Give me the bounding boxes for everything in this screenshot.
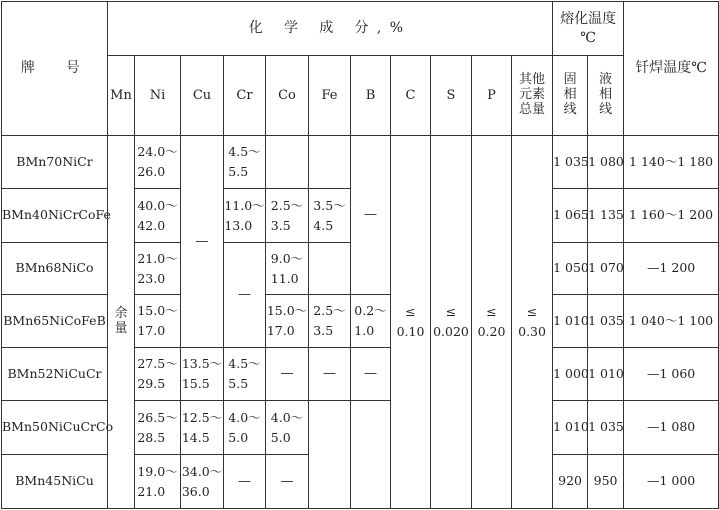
range-line: ≤ <box>405 304 416 319</box>
range-line: 23.0 <box>137 270 166 286</box>
range-line: 5.5 <box>228 376 249 391</box>
cu-cell: — <box>181 136 224 348</box>
solidus-cell: 920 <box>553 455 588 509</box>
c-cell <box>391 136 431 509</box>
header-b: B <box>351 56 391 136</box>
fe-cell <box>309 401 351 509</box>
cr-cell <box>224 401 266 455</box>
ni-cell <box>135 348 181 401</box>
range-line: 40.0～ <box>137 197 178 213</box>
co-cell <box>266 401 309 455</box>
ni-cell <box>135 136 181 189</box>
range-line: 5.0 <box>228 429 249 445</box>
ni-cell <box>135 189 181 243</box>
range-line: 34.0～ <box>181 463 223 479</box>
ni-cell <box>135 295 181 348</box>
solidus-cell: 1 000 <box>553 348 588 401</box>
range-value <box>518 302 546 342</box>
liquidus-cell: 1 080 <box>588 136 624 189</box>
brazing-cell: —1 200 <box>624 243 719 295</box>
other-cell <box>512 136 553 509</box>
range-line: 2.5～ <box>313 303 346 318</box>
brazing-cell: —1 000 <box>624 455 719 509</box>
cr-cell <box>224 348 266 401</box>
cr-cell: — <box>224 243 266 348</box>
ni-cell <box>135 401 181 455</box>
range-line: 13.5～ <box>181 356 223 371</box>
range-value <box>224 196 264 236</box>
header-mn: Mn <box>108 56 135 136</box>
header-liquidus: 液 相 线 <box>588 56 624 136</box>
grade-cell: BMn70NiCr <box>2 136 108 189</box>
range-line: 4.5 <box>313 217 334 233</box>
range-line: 17.0 <box>266 323 295 338</box>
range-line: 0.020 <box>433 324 469 339</box>
cu-cell <box>181 455 224 509</box>
range-line: ≤ <box>445 304 457 319</box>
mn-balance-cell: 余 量 <box>108 136 135 509</box>
range-line: 5.5 <box>228 164 249 179</box>
range-value <box>271 196 303 236</box>
header-row-2 <box>2 56 719 136</box>
range-line: 15.0～ <box>266 303 308 318</box>
range-line: 4.5～ <box>228 356 261 371</box>
range-line: 17.0 <box>137 323 166 338</box>
range-line: 42.0 <box>137 217 166 233</box>
range-line: 19.0～ <box>137 463 178 479</box>
b-cell: — <box>351 348 391 401</box>
range-value <box>137 142 177 182</box>
range-value <box>228 354 260 394</box>
range-line: 4.0～ <box>270 409 304 425</box>
range-line: 21.0 <box>137 483 166 499</box>
liquidus-cell: 1 135 <box>588 189 624 243</box>
co-cell: — <box>266 455 309 509</box>
range-value <box>433 302 469 342</box>
solidus-cell: 1 050 <box>553 243 588 295</box>
range-line: 9.0～ <box>270 250 304 266</box>
solidus-cell: 1 010 <box>553 401 588 455</box>
range-value <box>313 196 345 236</box>
fe-cell: — <box>309 348 351 401</box>
fe-cell <box>309 243 351 295</box>
grade-cell: BMn45NiCu <box>2 455 108 509</box>
liquidus-cell: 1 035 <box>588 401 624 455</box>
range-line: 1.0 <box>354 323 375 338</box>
b-cell <box>351 295 391 348</box>
range-line: 5.0 <box>270 429 291 445</box>
table-row <box>2 136 719 189</box>
cr-cell <box>224 189 266 243</box>
header-p: P <box>472 56 512 136</box>
solidus-cell: 1 010 <box>553 295 588 348</box>
range-value <box>182 408 222 448</box>
grade-cell: BMn65NiCoFeB <box>2 295 108 348</box>
header-brazing-temp: 钎焊温度℃ <box>624 2 719 136</box>
range-line: 28.5 <box>137 429 166 445</box>
range-value <box>354 301 386 341</box>
range-line: 24.0～ <box>137 144 178 159</box>
solidus-cell: 1 065 <box>553 189 588 243</box>
range-line: 27.5～ <box>137 356 178 371</box>
cu-cell <box>181 401 224 455</box>
brazing-cell: —1 080 <box>624 401 719 455</box>
range-value <box>271 249 303 289</box>
co-cell <box>266 295 309 348</box>
range-value <box>137 408 177 448</box>
range-line: 0.10 <box>396 324 425 339</box>
alloy-composition-table <box>1 1 719 509</box>
range-value <box>313 301 345 341</box>
header-cu: Cu <box>181 56 224 136</box>
header-c: C <box>391 56 431 136</box>
range-line: ≤ <box>486 304 497 319</box>
ni-cell <box>135 243 181 295</box>
co-cell <box>266 189 309 243</box>
p-cell <box>472 136 512 509</box>
range-line: 3.5～ <box>313 197 346 213</box>
fe-cell <box>309 136 351 189</box>
grade-cell: BMn52NiCuCr <box>2 348 108 401</box>
liquidus-cell: 1 070 <box>588 243 624 295</box>
range-value <box>137 249 177 289</box>
range-line: 26.0 <box>137 164 166 179</box>
range-value <box>478 302 506 342</box>
co-cell <box>266 136 309 189</box>
header-cr: Cr <box>224 56 266 136</box>
b-cell <box>351 401 391 509</box>
ni-cell <box>135 455 181 509</box>
fe-cell <box>309 189 351 243</box>
fe-cell <box>309 295 351 348</box>
header-other-elements: 其他 元素 总量 <box>512 56 553 136</box>
b-cell: — <box>351 136 391 295</box>
header-composition: 化 学 成 分,% <box>108 2 553 56</box>
header-ni: Ni <box>135 56 181 136</box>
range-value <box>267 301 307 341</box>
liquidus-cell: 1 035 <box>588 295 624 348</box>
grade-cell: BMn40NiCrCoFe <box>2 189 108 243</box>
range-value <box>397 302 425 342</box>
range-line: 12.5～ <box>181 409 223 425</box>
brazing-cell: 1 160～1 200 <box>624 189 719 243</box>
header-melting-temp: 熔化温度 ℃ <box>553 2 624 56</box>
liquidus-cell: 950 <box>588 455 624 509</box>
range-line: 0.30 <box>518 324 546 339</box>
header-solidus: 固 相 线 <box>553 56 588 136</box>
range-value <box>182 354 222 394</box>
co-cell <box>266 243 309 295</box>
liquidus-cell: 1 010 <box>588 348 624 401</box>
range-line: 3.5 <box>270 217 291 233</box>
range-line: 26.5～ <box>137 409 178 425</box>
range-line: 36.0 <box>181 483 210 499</box>
range-line: 0.2～ <box>354 303 387 318</box>
grade-cell: BMn68NiCo <box>2 243 108 295</box>
range-line: 11.0～ <box>224 197 265 213</box>
cr-cell <box>224 136 266 189</box>
range-line: 0.20 <box>477 324 506 339</box>
range-line: ≤ <box>526 304 538 319</box>
range-line: 15.0～ <box>137 303 178 318</box>
co-cell: — <box>266 348 309 401</box>
range-line: 29.5 <box>137 376 166 391</box>
brazing-cell: —1 060 <box>624 348 719 401</box>
header-grade: 牌 号 <box>2 2 108 136</box>
cu-cell <box>181 348 224 401</box>
range-value <box>137 354 177 394</box>
range-value <box>271 408 303 448</box>
header-row-1 <box>2 2 719 56</box>
header-fe: Fe <box>309 56 351 136</box>
range-value <box>137 301 177 341</box>
range-line: 4.0～ <box>228 409 261 425</box>
header-s: S <box>431 56 472 136</box>
range-line: 21.0～ <box>137 250 178 266</box>
range-line: 3.5 <box>313 323 334 338</box>
range-value <box>137 196 177 236</box>
range-line: 4.5～ <box>228 144 261 159</box>
range-value <box>137 462 177 502</box>
range-line: 2.5～ <box>270 197 304 213</box>
range-line: 11.0 <box>270 270 299 286</box>
range-value <box>228 142 260 182</box>
range-line: 15.5 <box>181 376 210 391</box>
s-cell <box>431 136 472 509</box>
range-value <box>182 462 222 502</box>
solidus-cell: 1 035 <box>553 136 588 189</box>
range-value <box>228 408 260 448</box>
grade-cell: BMn50NiCuCrCo <box>2 401 108 455</box>
brazing-cell: 1 140～1 180 <box>624 136 719 189</box>
range-line: 13.0 <box>224 217 253 233</box>
brazing-cell: 1 040～1 100 <box>624 295 719 348</box>
range-line: 14.5 <box>181 429 210 445</box>
header-co: Co <box>266 56 309 136</box>
cr-cell: — <box>224 455 266 509</box>
